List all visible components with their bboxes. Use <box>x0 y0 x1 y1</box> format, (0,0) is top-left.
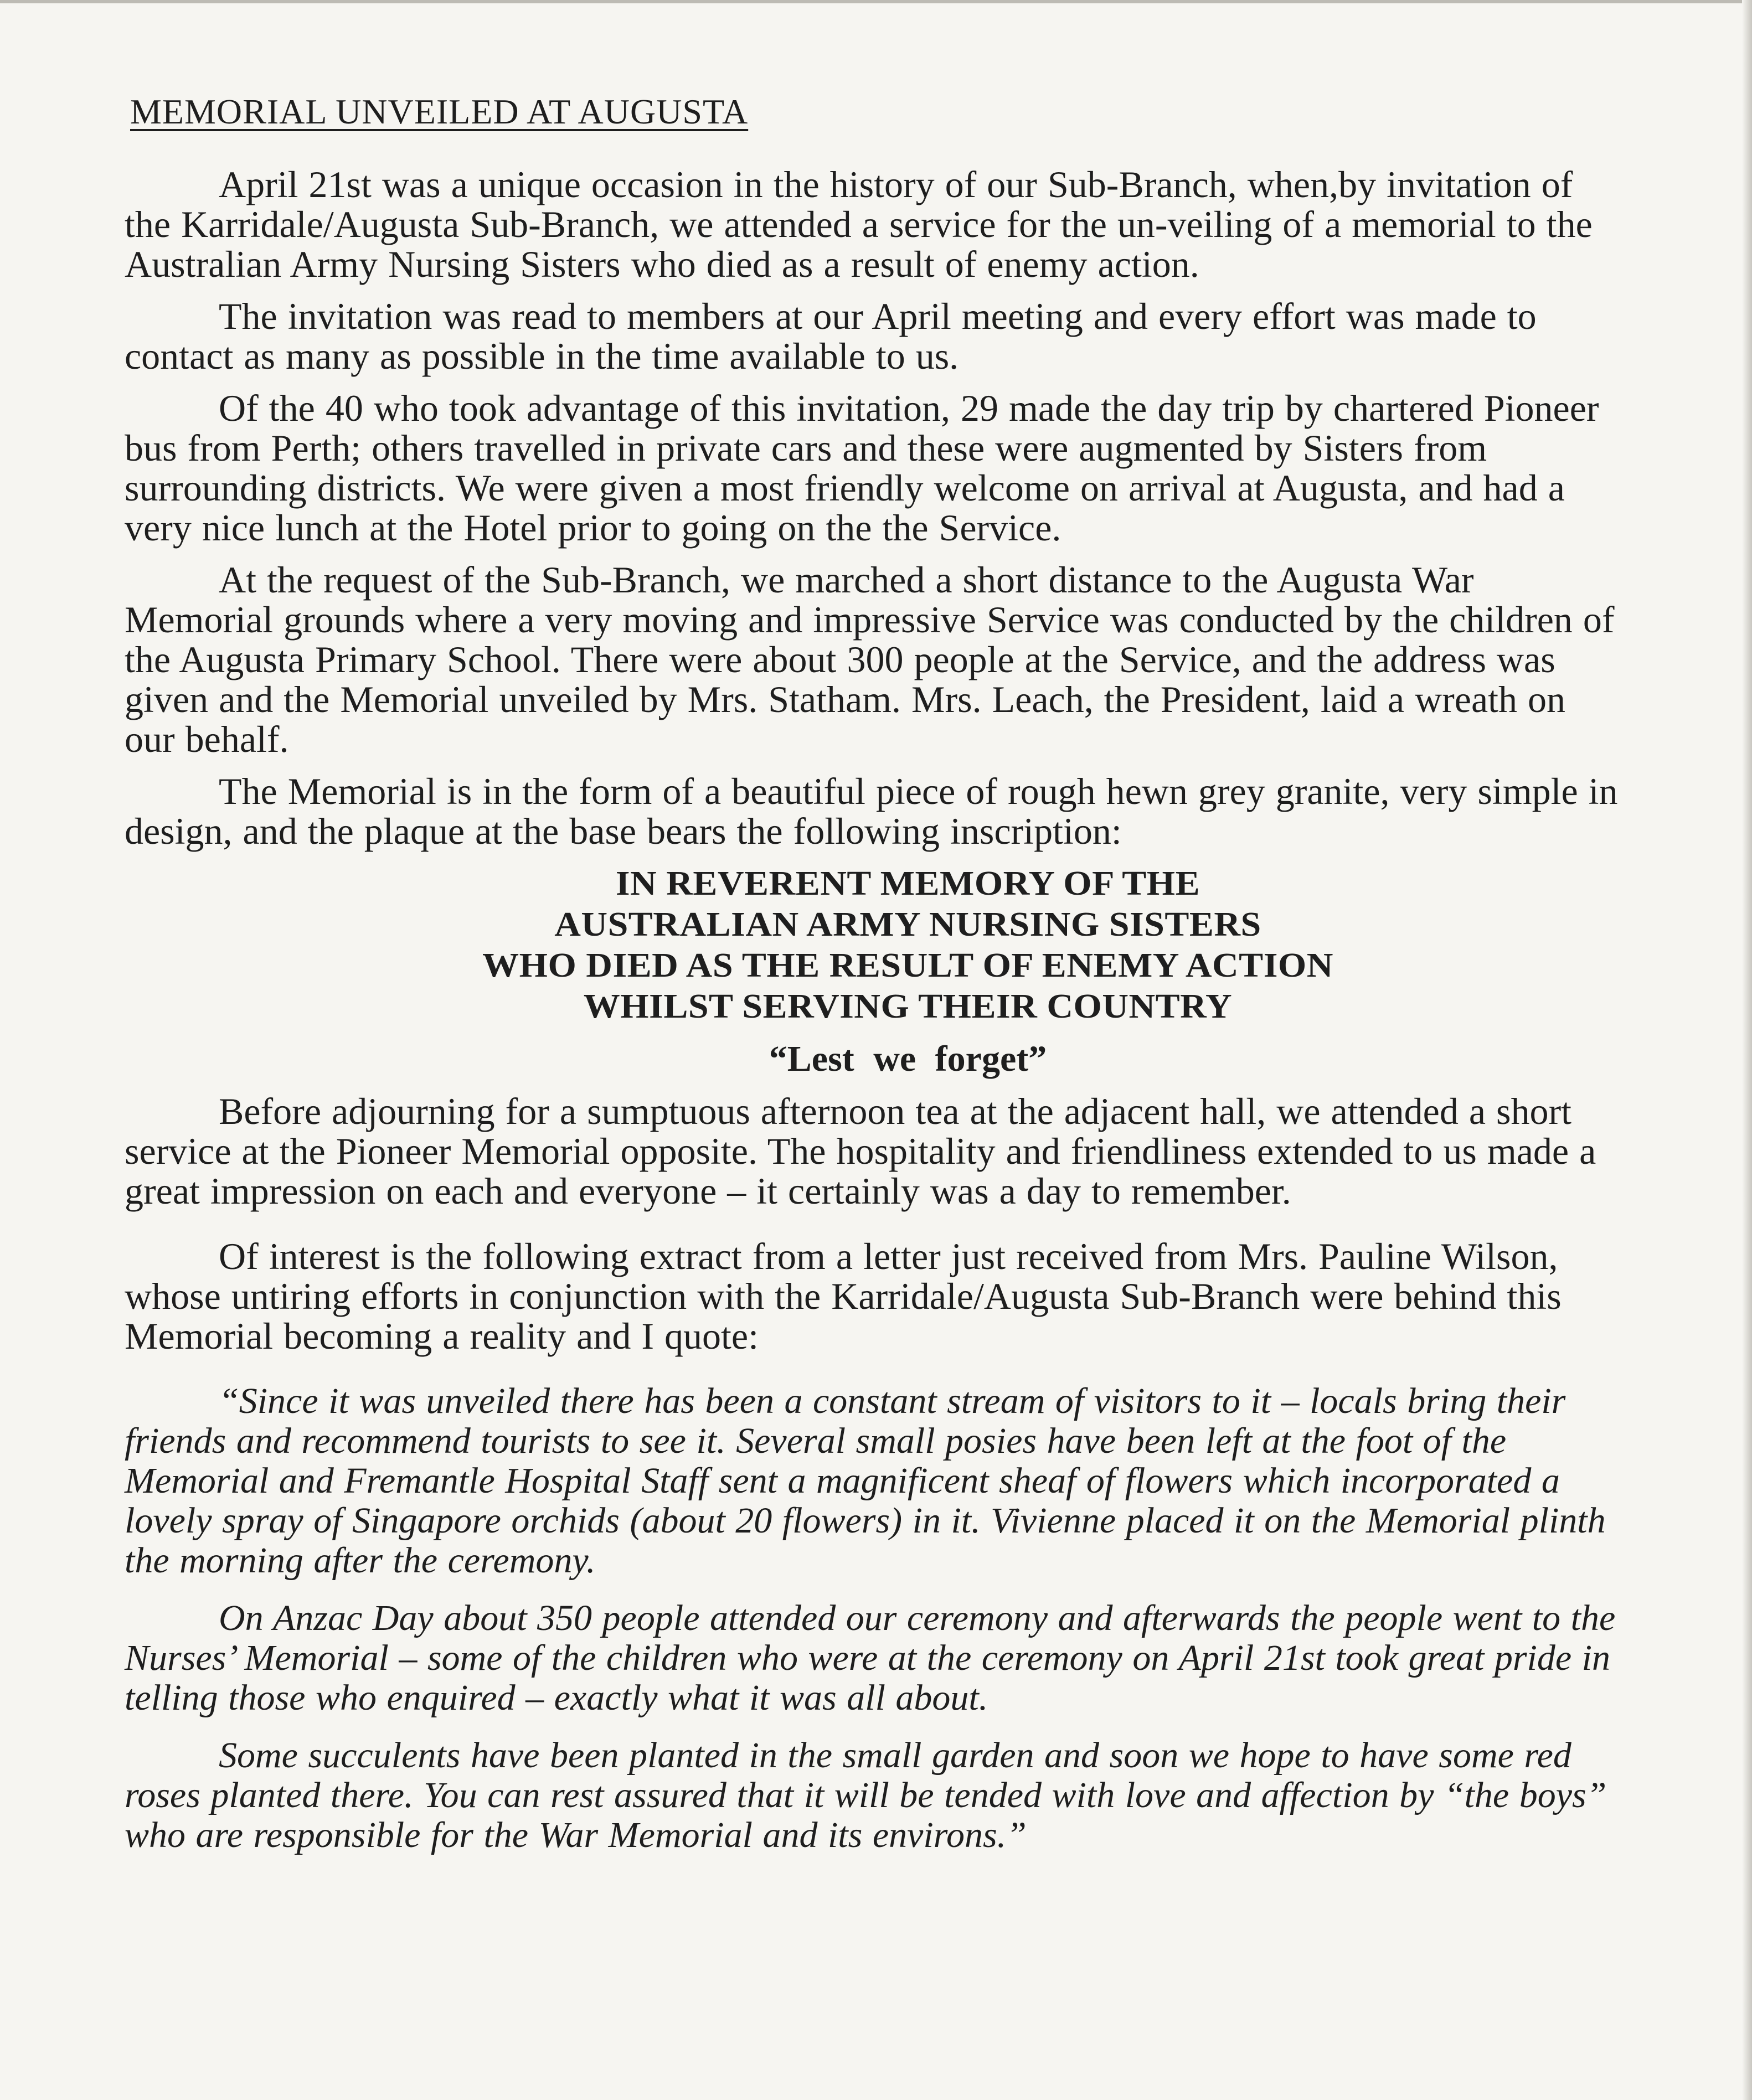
paragraph-service: At the request of the Sub-Branch, we marched a short distance to the Augusta War Memorial grounds where a very moving and impressive Service was conducted by the children of the Augusta Primary School. There were about 300 people at the Service, and the address was given and the Memorial unveiled by Mrs. Statham. Mrs. Leach, the President, laid a wreath on our behalf. <box>125 559 1615 760</box>
page-right-edge-shadow <box>1742 0 1752 2100</box>
inscription-line: IN REVERENT MEMORY OF THE <box>615 864 1200 903</box>
paragraph-intro: April 21st was a unique occasion in the history of our Sub-Branch, when,by invitation of the Karridale/Augusta Sub-Branch, we attended a service for the un-veiling of a memorial to the Australian Army Nursing Sisters who died as a result of enemy action. <box>125 163 1593 285</box>
paragraph-trip: Of the 40 who took advantage of this invitation, 29 made the day trip by chartered Pioneer bus from Perth; others travelled in private cars and these were augmented by Sisters from surrounding districts. We were given a most friendly welcome on arrival at Augusta, and had a very nice lunch at the Hotel prior to going on the the Service. <box>125 387 1599 549</box>
article-title: MEMORIAL UNVEILED AT AUGUSTA <box>130 92 749 131</box>
quote-garden: Some succulents have been planted in the small garden and soon we hope to have some red roses planted there. You can rest assured that it will be tended with love and affection by “the boys” who are responsible for the War Memorial and its environs.” <box>125 1735 1607 1855</box>
inscription-line: AUSTRALIAN ARMY NURSING SISTERS <box>554 905 1261 944</box>
spacer <box>125 1368 1625 1381</box>
quote-visitors: “Since it was unveiled there has been a constant stream of visitors to it – locals bring their friends and recommend tourists to see it. Several small posies have been left at the foot of the Memorial and Fremantle Hospital Staff sent a magnificent sheaf of flowers which incorporated a lovely spray of Singapore orchids (about 20 flowers) in it. Vivienne placed it on the Memorial plinth the morning after the ceremony. <box>125 1381 1606 1581</box>
quote-anzac-day: On Anzac Day about 350 people attended our ceremony and afterwards the people went to the Nurses’ Memorial – some of the children who were at the ceremony on April 21st took great pride in telling those who enquired – exactly what it was all about. <box>125 1598 1616 1718</box>
paragraph-afternoon-tea: Before adjourning for a sumptuous afternoon tea at the adjacent hall, we attended a short service at the Pioneer Memorial opposite. The hospitality and friendliness extended to us made a great impression on each and everyone – it certainly was a day to remember. <box>125 1090 1596 1212</box>
paragraph-invitation: The invitation was read to members at our April meeting and every effort was made to contact as many as possible in the time available to us. <box>125 295 1537 377</box>
spacer <box>125 1223 1625 1236</box>
page-top-edge <box>0 0 1752 3</box>
inscription-line: WHILST SERVING THEIR COUNTRY <box>583 987 1233 1026</box>
memorial-inscription <box>125 863 1625 1027</box>
paragraph-letter-intro: Of interest is the following extract from a letter just received from Mrs. Pauline Wilson, whose untiring efforts in conjunction with the Karridale/Augusta Sub-Branch were behind this Memorial becoming a reality and I quote: <box>125 1235 1562 1357</box>
paragraph-memorial-description: The Memorial is in the form of a beautiful piece of rough hewn grey granite, very simple in design, and the plaque at the base bears the following inscription: <box>125 770 1618 852</box>
inscription-motto: “Lest we forget” <box>769 1039 1047 1079</box>
inscription-line: WHO DIED AS THE RESULT OF ENEMY ACTION <box>482 946 1333 985</box>
